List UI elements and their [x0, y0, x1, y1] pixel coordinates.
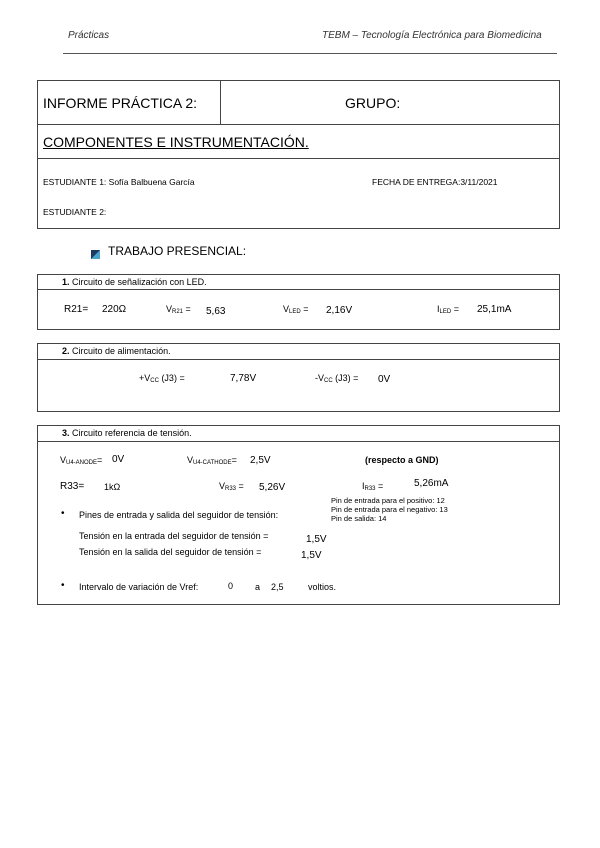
doc-title: COMPONENTES E INSTRUMENTACIÓN. — [43, 134, 309, 150]
bullet-icon: • — [61, 508, 65, 519]
gnd-note: (respecto a GND) — [365, 455, 439, 465]
pines-text: Pines de entrada y salida del seguidor de tensión: — [79, 510, 279, 520]
r21-label: R21= — [64, 304, 89, 315]
intervalo-from: 0 — [228, 581, 234, 591]
section-2-heading: 2. Circuito de alimentación. — [62, 346, 171, 356]
vled-label: $V_{LED}$ = — [283, 304, 309, 315]
header-rule — [63, 53, 557, 54]
intervalo-to: 2,5 — [271, 582, 284, 592]
pin-note-output: Pin de salida: 14 — [331, 514, 387, 523]
vr33-label: $V_{R33}$ = — [219, 481, 244, 492]
student-2: ESTUDIANTE 2: — [43, 207, 107, 217]
tension-in-label: Tensión en la entrada del seguidor de tensión = — [79, 531, 269, 541]
grupo-label: GRUPO: — [345, 95, 401, 111]
informe-label: INFORME PRÁCTICA 2: — [43, 95, 198, 111]
pin-note-positive: Pin de entrada para el positivo: 12 — [331, 496, 445, 505]
tension-out-label: Tensión en la salida del seguidor de tensión = — [79, 547, 262, 557]
trabajo-heading: TRABAJO PRESENCIAL: — [108, 244, 247, 258]
cover-divider — [37, 124, 560, 125]
ir33-value: 5,26mA — [414, 478, 449, 489]
vr21-value: 5,63 — [206, 306, 226, 317]
intervalo-label: Intervalo de variación de Vref: — [79, 582, 199, 592]
vr21-label: $V_{R21}$ = — [166, 304, 191, 315]
delivery-date: FECHA DE ENTREGA:3/11/2021 — [372, 177, 498, 187]
section-2-divider — [37, 359, 560, 360]
r21-value: 220Ω — [102, 304, 127, 315]
intervalo-a: a — [255, 582, 261, 592]
pin-note-negative: Pin de entrada para el negativo: 13 — [331, 505, 448, 514]
vr33-value: 5,26V — [259, 482, 286, 493]
student-1: ESTUDIANTE 1: Sofía Balbuena García — [43, 177, 195, 187]
vcc-pos-label: $+V_{CC}$ (J3) = — [139, 373, 185, 384]
vcc-neg-value: 0V — [378, 374, 391, 385]
intervalo-unit: voltios. — [308, 582, 337, 592]
iled-value: 25,1mA — [477, 304, 512, 315]
tension-out-value: 1,5V — [301, 550, 322, 561]
header-left: Prácticas — [68, 30, 110, 41]
section-3-heading: 3. Circuito referencia de tensión. — [62, 428, 192, 438]
r33-value: 1kΩ — [104, 482, 121, 492]
section-1-heading: 1. Circuito de señalización con LED. — [62, 277, 207, 287]
bullet-icon: • — [61, 580, 65, 591]
vled-value: 2,16V — [326, 305, 353, 316]
vcc-neg-label: $-V_{CC}$ (J3) = — [315, 373, 359, 384]
iled-label: $I_{LED}$ = — [437, 304, 459, 315]
section-1-divider — [37, 289, 560, 290]
pin-notes — [331, 496, 448, 523]
r33-label: R33= — [60, 481, 85, 492]
v-anode-label: $V_{U4-ANODE}=$ — [60, 455, 103, 466]
cover-divider — [37, 158, 560, 159]
v-cathode-label: $V_{U4-CATHODE}=$ — [187, 455, 237, 466]
ir33-label: $I_{R33}$ = — [362, 481, 384, 492]
cover-vdivider — [220, 80, 221, 124]
section-3-divider — [37, 441, 560, 442]
tension-in-value: 1,5V — [306, 534, 327, 545]
vcc-pos-value: 7,78V — [230, 373, 257, 384]
header-right: TEBM – Tecnología Electrónica para Biomedicina — [322, 30, 542, 41]
v-anode-value: 0V — [112, 454, 125, 465]
square-bullet-icon — [91, 246, 100, 255]
v-cathode-value: 2,5V — [250, 455, 271, 466]
